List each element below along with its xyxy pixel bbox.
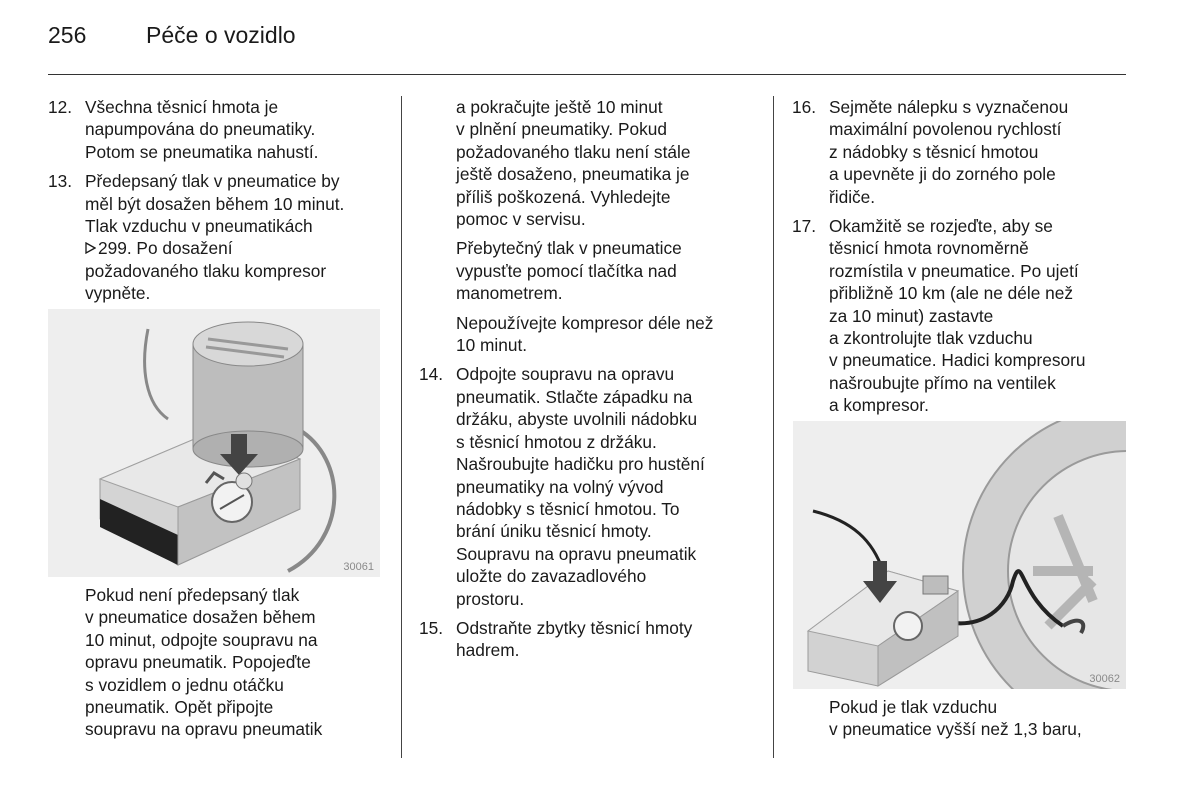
step-number: 17. — [792, 216, 817, 237]
step-text — [829, 215, 1132, 417]
text-line: s těsnicí hmotou z držáku. — [456, 431, 657, 452]
step-text — [829, 96, 1132, 208]
page-reference-link[interactable]: 299. Po dosažení — [98, 238, 233, 259]
text-line: 10 minut. — [456, 335, 528, 356]
cross-reference-arrow-icon — [85, 237, 98, 259]
text-line: pneumatik. Opět připojte — [85, 697, 274, 718]
text-line: našroubujte přímo na ventilek — [829, 372, 1056, 393]
step-16 — [792, 96, 1132, 208]
text-line: ještě dosaženo, pneumatika je — [456, 164, 690, 185]
text-line: v pneumatice. Hadici kompresoru — [829, 350, 1086, 371]
text-line: Pokud není předepsaný tlak — [85, 585, 300, 605]
figure-number: 30062 — [1089, 673, 1120, 685]
text-line: Sejměte nálepku s vyznačenou — [829, 97, 1069, 117]
page-number: 256 — [48, 22, 87, 48]
text-line: a kompresor. — [829, 395, 929, 416]
text-line: měl být dosažen během 10 minut. — [85, 193, 345, 214]
compressor-bottle-illustration — [48, 309, 380, 577]
header-divider — [48, 74, 1126, 75]
text-line: těsnicí hmota rovnoměrně — [829, 238, 1029, 259]
text-line: vypusťte pomocí tlačítka nad — [456, 260, 677, 281]
text-line: Pokud je tlak vzduchu — [829, 697, 998, 717]
step-text — [456, 363, 764, 609]
text-line: s vozidlem o jednu otáčku — [85, 674, 284, 695]
text-line: a zkontrolujte tlak vzduchu — [829, 328, 1033, 349]
text-line: Přebytečný tlak v pneumatice — [456, 238, 682, 259]
text-line: Předepsaný tlak v pneumatice by — [85, 171, 340, 192]
text-line: v pneumatice vyšší než 1,3 baru, — [829, 719, 1082, 740]
text-line: Odpojte soupravu na opravu — [456, 364, 675, 385]
text-line: Okamžitě se rozjeďte, aby se — [829, 216, 1053, 237]
step-15 — [419, 617, 764, 662]
column-3 — [792, 96, 1132, 424]
step-text — [85, 96, 388, 163]
text-line: řidiče. — [829, 186, 876, 207]
page-header — [48, 22, 296, 62]
paragraph-excess-pressure — [456, 237, 764, 304]
column-divider-2 — [773, 96, 774, 758]
text-line: uložte do zavazadlového — [456, 566, 647, 587]
text-line: v pneumatice dosažen během — [85, 607, 316, 628]
text-line: a upevněte ji do zorného pole — [829, 164, 1056, 185]
page-title: Péče o vozidlo — [146, 22, 296, 48]
step-text — [85, 170, 388, 304]
text-line: požadovaného tlaku kompresor — [85, 260, 327, 281]
text-line: za 10 minut) zastavte — [829, 305, 994, 326]
text-line: opravu pneumatik. Popojeďte — [85, 652, 311, 673]
text-line: napumpována do pneumatiky. — [85, 119, 316, 140]
step-14 — [419, 363, 764, 609]
paragraph-continue-filling — [456, 96, 764, 230]
text-line: Tlak vzduchu v pneumatikách — [85, 216, 313, 237]
text-line-with-xref — [85, 237, 388, 259]
text-line: Všechna těsnicí hmota je — [85, 97, 279, 117]
step-12 — [48, 96, 388, 163]
text-line: Našroubujte hadičku pro hustění — [456, 454, 705, 475]
text-line: Potom se pneumatika nahustí. — [85, 141, 319, 162]
text-line: příliš poškozená. Vyhledejte — [456, 186, 671, 207]
step-17 — [792, 215, 1132, 417]
text-line: hadrem. — [456, 640, 520, 661]
text-line: brání úniku těsnicí hmoty. — [456, 521, 652, 542]
text-line: Odstraňte zbytky těsnicí hmoty — [456, 617, 693, 638]
step-number: 15. — [419, 617, 444, 638]
text-line: a pokračujte ještě 10 minut — [456, 97, 663, 117]
column-2 — [419, 96, 764, 669]
step-text — [456, 617, 764, 662]
text-line: rozmístila v pneumatice. Po ujetí — [829, 260, 1079, 281]
step-number: 14. — [419, 364, 444, 385]
figure-compressor-tyre — [793, 421, 1126, 689]
text-line: Nepoužívejte kompresor déle než — [456, 312, 714, 333]
column-1 — [48, 96, 388, 312]
step-number: 12. — [48, 97, 73, 117]
text-line: v plnění pneumatiky. Pokud — [456, 119, 668, 140]
text-line: pneumatik. Stlačte západku na — [456, 386, 693, 407]
text-line: pomoc v servisu. — [456, 209, 586, 230]
step-number: 16. — [792, 97, 817, 117]
text-line: požadovaného tlaku není stále — [456, 141, 691, 162]
text-line: pneumatiky na volný vývod — [456, 476, 664, 497]
text-line: Soupravu na opravu pneumatik — [456, 543, 697, 564]
text-line: vypněte. — [85, 283, 151, 304]
column-divider-1 — [401, 96, 402, 758]
step-13 — [48, 170, 388, 304]
paragraph-compressor-limit — [456, 312, 764, 357]
text-line: soupravu na opravu pneumatik — [85, 719, 323, 740]
text-line: nádobky s těsnicí hmotou. To — [456, 498, 680, 519]
figure-compressor-bottle — [48, 309, 380, 577]
text-line: držáku, abyste uvolnili nádobku — [456, 409, 698, 430]
column-3-paragraph — [829, 696, 1129, 741]
step-number: 13. — [48, 171, 73, 192]
text-line: 10 minut, odpojte soupravu na — [85, 629, 318, 650]
compressor-tyre-illustration — [793, 421, 1126, 689]
figure-number: 30061 — [343, 561, 374, 573]
text-line: maximální povolenou rychlostí — [829, 119, 1062, 140]
text-line: přibližně 10 km (ale ne déle než — [829, 283, 1073, 304]
text-line: z nádobky s těsnicí hmotou — [829, 141, 1039, 162]
text-line: manometrem. — [456, 283, 563, 304]
column-1-paragraph — [85, 584, 385, 741]
text-line: prostoru. — [456, 588, 525, 609]
